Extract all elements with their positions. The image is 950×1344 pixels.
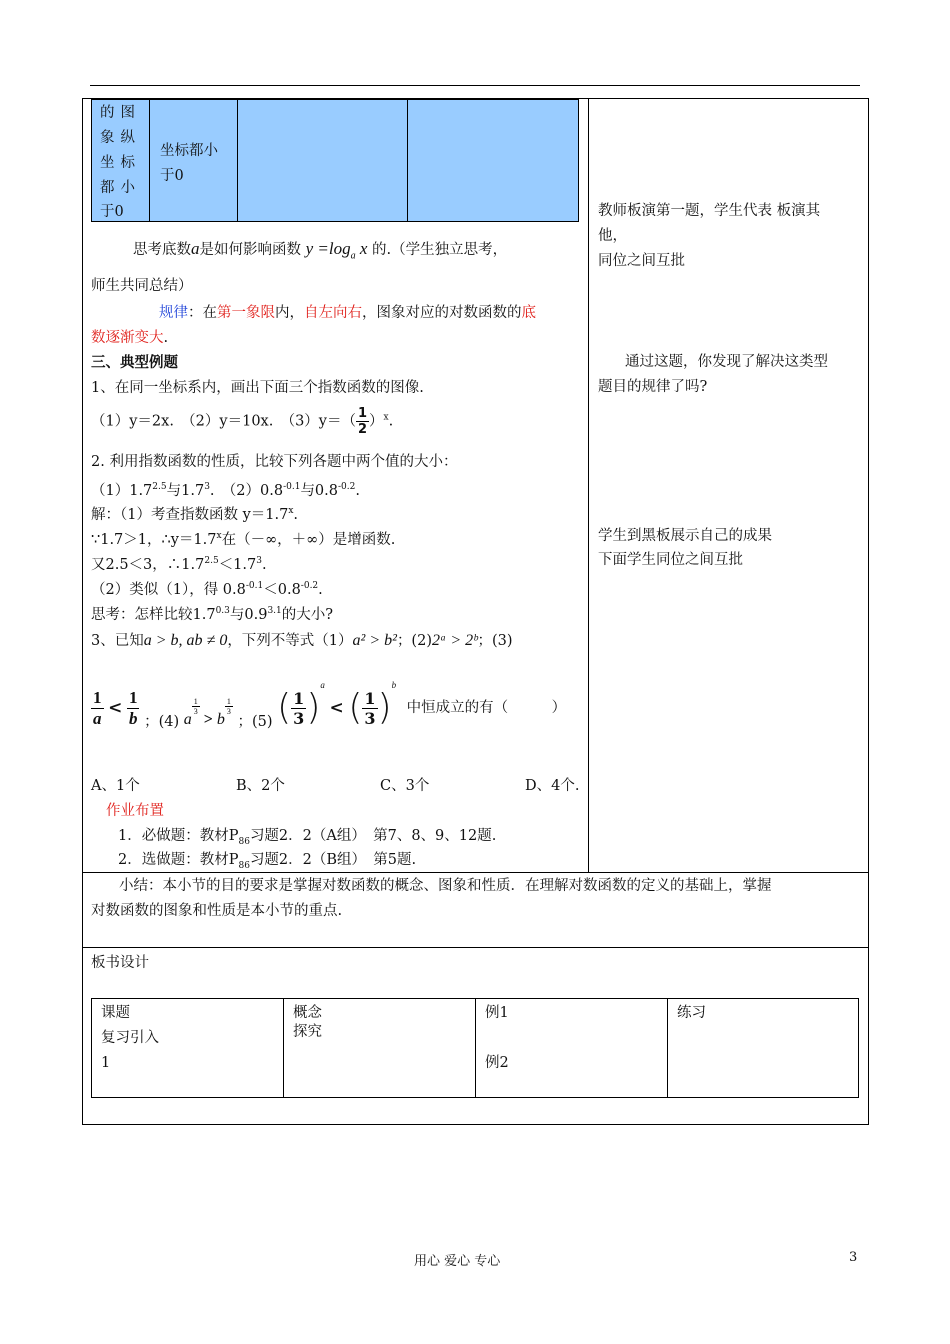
superscript: -0.1 [283, 482, 301, 492]
board-cell: 练习 [677, 1005, 706, 1021]
section-heading: 三、典型例题 [91, 354, 178, 371]
rule-label: 规律 [159, 305, 188, 321]
board-cell: 例1 [485, 1005, 509, 1021]
text-span: （1）1.7 [91, 482, 153, 499]
summary-line: 小结：本小节的目的要求是掌握对数函数的概念、图象和性质．在理解对数函数的定义的基础上，掌握 [119, 878, 772, 894]
numerator: 1 [193, 697, 198, 706]
text-span: 3、已知 [91, 633, 144, 649]
text-span: 与0.9 [229, 606, 268, 623]
text-span: 与0.8 [300, 482, 338, 499]
text-span: . [293, 506, 299, 523]
table-cell-text: 都小 [100, 180, 141, 196]
text-span: 习题2．2（A组） 第7、8、9、12题. [249, 828, 497, 844]
text-span: ，图象对应的对数函数的 [362, 305, 522, 321]
superscript: a [320, 680, 325, 690]
fraction [356, 406, 369, 437]
header-rule [90, 85, 860, 86]
log-formula [305, 239, 368, 262]
text-span: 思考：怎样比较1.7 [91, 606, 216, 623]
right-paren-icon: ) [377, 687, 392, 728]
text-span: . （2）0.8 [209, 482, 284, 499]
math-expr: a² > b² [352, 632, 397, 649]
math-var: a [191, 239, 200, 258]
board-cell: 概念 [293, 1005, 322, 1021]
exponent-fraction [225, 697, 233, 716]
subscript: 86 [238, 836, 250, 847]
question-1: 1、在同一坐标系内，画出下面三个指数函数的图像. [91, 380, 424, 396]
question-2-items [91, 478, 360, 500]
table-cell-text: 于0 [100, 204, 124, 220]
formula-x: x [359, 239, 368, 258]
board-divider [667, 998, 668, 1098]
board-cell: 复习引入 [101, 1030, 159, 1046]
left-paren-icon: ( [348, 687, 363, 728]
superscript: 2.5 [204, 556, 219, 566]
board-cell: 课题 [101, 1005, 130, 1021]
formula-sub: a [350, 250, 356, 262]
numerator: 1 [128, 687, 138, 707]
property-table-divider [237, 99, 238, 222]
fraction [291, 689, 306, 728]
text-span: ；(4) [144, 714, 180, 730]
superscript: b [391, 680, 397, 690]
homework-item-1 [118, 827, 496, 851]
question-3 [91, 632, 513, 650]
superscript: 3.1 [267, 606, 282, 616]
text-span: 的.（学生独立思考， [372, 242, 508, 258]
text-span: ：在 [188, 305, 217, 321]
exponent-fraction [192, 697, 200, 716]
fraction [362, 689, 377, 728]
homework-item-2 [118, 851, 416, 875]
text-span: 在（－∞，＋∞）是增函数. [221, 531, 396, 548]
solution-line [91, 577, 323, 599]
text-span: 习题2．2（B组） 第5题. [249, 852, 417, 868]
right-paren-icon: ) [306, 687, 321, 728]
math-var: a [183, 711, 192, 728]
highlight-text: 自左向右 [304, 305, 362, 321]
table-cell-text: 坐标都小 [160, 143, 218, 159]
text-span: 中恒成立的有（ ） [406, 700, 567, 716]
text-span: ＜0.8 [263, 581, 301, 598]
fraction [91, 688, 104, 729]
option-d: D、4个. [525, 778, 580, 794]
text-span: 是如何影响函数 [199, 242, 301, 258]
property-table [91, 99, 579, 222]
highlight-text: 第一象限 [217, 305, 275, 321]
superscript: x [288, 506, 294, 516]
text-span: 又2.5＜3，∴1.7 [91, 556, 205, 573]
board-divider [283, 998, 284, 1098]
table-cell-text: 坐标 [100, 155, 141, 171]
right-note: 通过这题，你发现了解决这类型 [625, 354, 828, 370]
right-note: 教师板演第一题，学生代表 板演其 [598, 203, 821, 219]
superscript: x [383, 412, 389, 423]
text-span: ；(2) [396, 633, 432, 649]
text-span: . [355, 482, 360, 499]
denominator: a [93, 708, 102, 728]
property-table-divider [407, 99, 408, 222]
math-expr [183, 697, 233, 728]
superscript: 2.5 [152, 482, 167, 492]
text-span: ＜1.7 [218, 556, 257, 573]
highlight-text: 数逐渐变大 [91, 330, 164, 346]
superscript: x [216, 531, 222, 541]
think-question [91, 602, 333, 624]
table-cell-text: 于0 [160, 168, 184, 184]
board-divider [475, 998, 476, 1098]
text-span: 1．必做题：教材P [118, 828, 239, 844]
question-2: 2. 利用指数函数的性质，比较下列各题中两个值的大小： [91, 454, 458, 470]
denominator: 3 [226, 707, 231, 716]
superscript: -0.2 [300, 581, 319, 591]
left-paren-icon: ( [277, 687, 292, 728]
text-span: . [388, 413, 394, 430]
numerator: 1 [93, 687, 102, 707]
text-span: 2．选做题：教材P [118, 852, 239, 868]
math-operator: < [329, 698, 344, 718]
denominator: 3 [293, 708, 305, 728]
text-span: 解：（1）考查指数函数 y＝1.7 [91, 506, 289, 523]
math-var: b [216, 711, 225, 728]
numerator: 1 [364, 688, 376, 708]
column-divider [588, 98, 589, 872]
text-span: ∵1.7＞1，∴y＝1.7 [91, 531, 217, 548]
text-span: 内， [275, 305, 304, 321]
think-base-line [133, 240, 507, 265]
page-number: 3 [849, 1250, 858, 1265]
rule-line [159, 304, 536, 322]
think-base-line2: 师生共同总结） [91, 278, 193, 294]
math-operator: > [199, 711, 217, 728]
solution-line [91, 552, 267, 574]
solution-line [91, 527, 395, 549]
math-operator: < [108, 698, 123, 718]
denominator: 2 [358, 422, 368, 437]
text-span: . [318, 581, 323, 598]
table-cell-text: 象纵 [100, 130, 141, 146]
text-span: . [163, 330, 169, 346]
text-span: ；(3) [477, 633, 513, 649]
highlight-text: 底 [521, 305, 536, 321]
superscript: 3 [256, 556, 262, 566]
homework-title: 作业布置 [106, 803, 164, 819]
row-divider-board [82, 947, 869, 948]
rule-line2 [91, 329, 168, 347]
option-c: C、3个 [380, 778, 430, 794]
summary-line: 对数函数的图象和性质是本小节的重点. [91, 903, 343, 919]
text-span: （2）类似（1），得 0.8 [91, 581, 246, 598]
superscript: -0.2 [338, 482, 356, 492]
text-span: ；(5) [237, 714, 273, 730]
fraction [127, 688, 140, 729]
board-cell: 探究 [293, 1024, 322, 1040]
denominator: b [128, 708, 138, 728]
text-span: ，下列不等式（1） [227, 633, 353, 649]
math-expr: a > b, ab ≠ 0 [143, 632, 228, 649]
board-cell: 例2 [485, 1055, 509, 1071]
superscript: -0.1 [245, 581, 264, 591]
text-span: 思考底数 [133, 242, 191, 258]
numerator: 1 [358, 406, 368, 421]
math-expr: 2ᵃ > 2ᵇ [431, 632, 478, 649]
right-note: 同位之间互批 [598, 253, 685, 269]
board-cell: 1 [101, 1055, 111, 1071]
superscript: 0.3 [215, 606, 230, 616]
right-note: 下面学生同位之间互批 [598, 552, 743, 568]
text-span: . [261, 556, 267, 573]
right-note: 他， [598, 228, 627, 244]
question-3-options-line [91, 676, 566, 740]
property-table-divider [149, 99, 150, 222]
numerator: 1 [226, 697, 231, 706]
right-note: 题目的规律了吗? [598, 379, 708, 395]
option-a: A、1个 [91, 778, 140, 794]
formula-text: y =log [305, 239, 351, 258]
option-b: B、2个 [236, 778, 285, 794]
right-note: 学生到黑板展示自己的成果 [598, 528, 772, 544]
board-title: 板书设计 [91, 955, 149, 971]
superscript: 3 [204, 482, 210, 492]
question-1-items [91, 406, 393, 446]
footer-motto: 用心 爱心 专心 [414, 1254, 501, 1269]
text-span: （1）y＝2x. （2）y＝10x. （3）y＝（ [91, 413, 356, 430]
text-span: 的大小? [281, 606, 334, 623]
denominator: 3 [364, 708, 376, 728]
text-span: 与1.7 [166, 482, 205, 499]
solution-line [91, 502, 298, 524]
table-cell-text: 的图 [100, 105, 141, 121]
subscript: 86 [238, 860, 250, 871]
text-span: ） [369, 413, 384, 430]
numerator: 1 [293, 688, 305, 708]
denominator: 3 [193, 707, 198, 716]
